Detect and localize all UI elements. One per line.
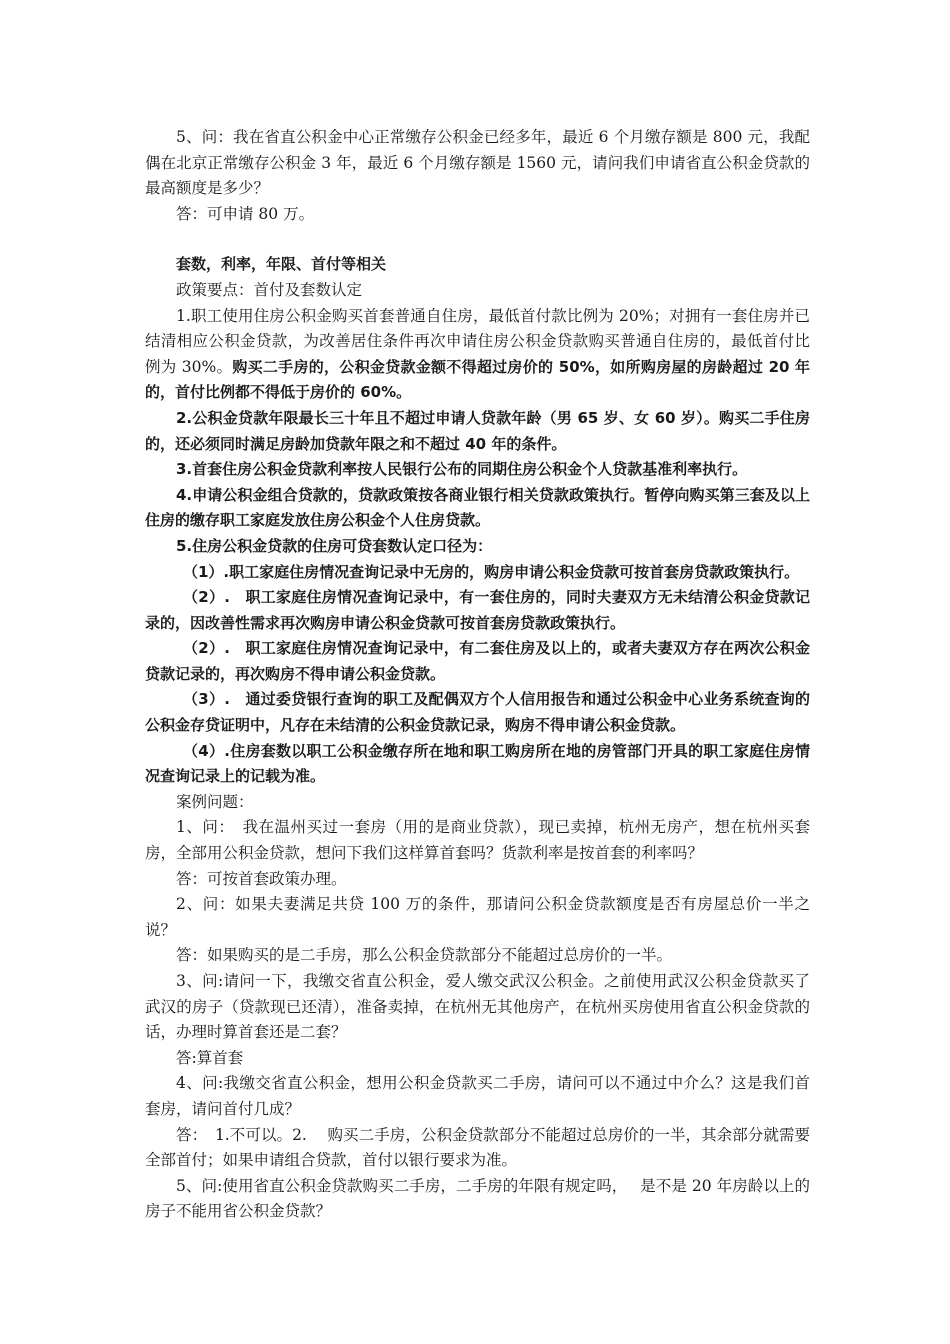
- policy-item-4: 4.申请公积金组合贷款的，贷款政策按各商业银行相关贷款政策执行。暂停向购买第三套及以上住房的缴存职工家庭发放住房公积金个人住房贷款。: [145, 485, 810, 530]
- policy-sub-3: （2）. 职工家庭住房情况查询记录中，有二套住房及以上的，或者夫妻双方存在两次公积金贷款记录的，再次购房不得申请公积金贷款。: [145, 639, 810, 683]
- document-body: [145, 125, 810, 1225]
- case-question: 1、问： 我在温州买过一套房（用的是商业贷款），现已卖掉，杭州无房产，想在杭州买套房，全部用公积金贷款，想问下我们这样算首套吗？货款利率是按首套的利率吗？: [145, 818, 810, 863]
- policy-item-1: [145, 304, 810, 406]
- policy-item-2: 2.公积金贷款年限最长三十年且不超过申请人贷款年龄（男 65 岁、女 60 岁）。购买二手住房的，还必须同时满足房龄加贷款年限之和不超过 40 年的条件。: [145, 408, 810, 453]
- q5-top-answer: 答：可申请 80 万。: [176, 204, 315, 223]
- case-question: 3、问:请问一下，我缴交省直公积金，爱人缴交武汉公积金。之前使用武汉公积金贷款买了武汉的房子（贷款现已还清），准备卖掉，在杭州无其他房产，在杭州买房使用省直公积金贷款的话，办理时算首套还是二套？: [145, 972, 810, 1042]
- section-subtitle: 政策要点：首付及套数认定: [176, 280, 363, 299]
- section-title: 套数，利率，年限、首付等相关: [176, 255, 387, 274]
- policy-item-1-normal: 1.职工使用住房公积金购买首套普通自住房，最低首付款比例为 20%；对拥有一套住房并已结清相应公积金贷款，为改善居住条件再次申请住房公积金贷款购买普通自住房的，最低首付比例为 30%。: [145, 306, 810, 376]
- spacer: [145, 227, 810, 252]
- policy-sub-2: （2）. 职工家庭住房情况查询记录中，有一套住房的，同时夫妻双方无未结清公积金贷款记录的，因改善性需求再次购房申请公积金贷款可按首套房贷款政策执行。: [145, 588, 810, 632]
- q5-top-question: 5、问：我在省直公积金中心正常缴存公积金已经多年，最近 6 个月缴存额是 800 元，我配偶在北京正常缴存公积金 3 年，最近 6 个月缴存额是 1560 元，请问我们申请省直公积金贷款的最高额度是多少？: [145, 128, 810, 198]
- case-answer: 答： 1.不可以。2. 购买二手房，公积金贷款部分不能超过总房价的一半，其余部分就需要全部首付；如果申请组合贷款，首付以银行要求为准。: [145, 1125, 810, 1170]
- case-question: 4、问:我缴交省直公积金，想用公积金贷款买二手房，请问可以不通过中介么？这是我们首套房，请问首付几成？: [145, 1074, 810, 1118]
- case-question: 2、问：如果夫妻满足共贷 100 万的条件，那请问公积金贷款额度是否有房屋总价一半之说？: [145, 895, 810, 939]
- policy-item-1-bold: 购买二手房的，公积金贷款金额不得超过房价的 50%，如所购房屋的房龄超过 20 年的，首付比例都不得低于房价的 60%。: [145, 357, 810, 402]
- policy-sub-4: （3）. 通过委贷银行查询的职工及配偶双方个人信用报告和通过公积金中心业务系统查询的公积金存贷证明中，凡存在未结清的公积金贷款记录，购房不得申请公积金贷款。: [145, 690, 810, 735]
- policy-sub-1: （1）.职工家庭住房情况查询记录中无房的，购房申请公积金贷款可按首套房贷款政策执行。: [183, 562, 800, 581]
- case-answer: 答:算首套: [176, 1048, 244, 1067]
- policy-item-3: 3.首套住房公积金贷款利率按人民银行公布的同期住房公积金个人贷款基准利率执行。: [176, 460, 748, 479]
- policy-sub-5: （4）.住房套数以职工公积金缴存所在地和职工购房所在地的房管部门开具的职工家庭住房情况查询记录上的记载为准。: [145, 741, 810, 786]
- case-answer: 答：如果购买的是二手房，那么公积金贷款部分不能超过总房价的一半。: [176, 946, 673, 965]
- case-answer: 答：可按首套政策办理。: [176, 869, 347, 888]
- policy-item-5: 5.住房公积金贷款的住房可贷套数认定口径为：: [176, 536, 493, 555]
- cases-title: 案例问题：: [176, 792, 254, 811]
- case-question: 5、问:使用省直公积金贷款购买二手房，二手房的年限有规定吗， 是不是 20 年房龄以上的房子不能用省公积金贷款？: [145, 1176, 810, 1221]
